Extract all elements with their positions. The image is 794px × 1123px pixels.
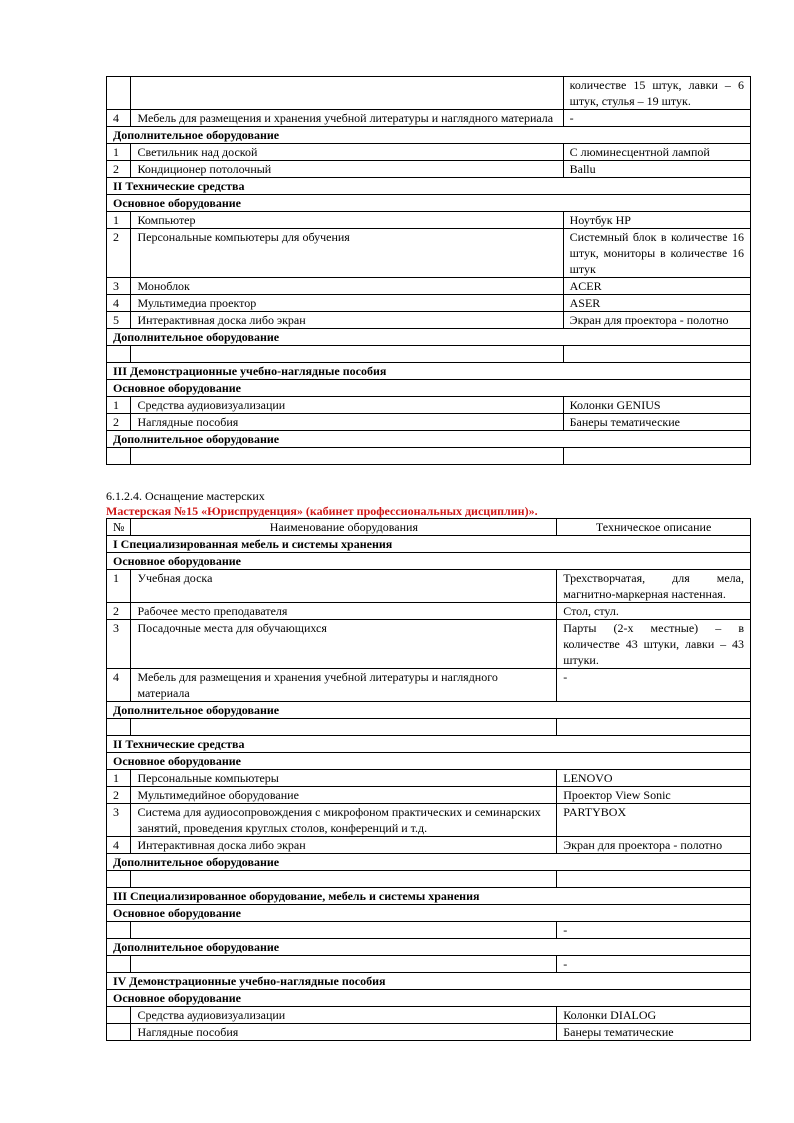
workshop-title: Мастерская №15 «Юриспруденция» (кабинет профессиональных дисциплин)». [106, 504, 538, 518]
equipment-name: Интерактивная доска либо экран [131, 312, 563, 329]
row-number: 1 [107, 770, 131, 787]
row-number [107, 448, 131, 465]
equipment-table-previous [106, 76, 751, 465]
table-row [107, 956, 751, 973]
technical-description [557, 719, 751, 736]
section-row [107, 363, 751, 380]
equipment-name: Мультимедийное оборудование [131, 787, 557, 804]
row-number: 4 [107, 295, 131, 312]
equipment-name [131, 448, 563, 465]
table-row [107, 278, 751, 295]
technical-description: ACER [563, 278, 750, 295]
row-number: 2 [107, 603, 131, 620]
section-row [107, 195, 751, 212]
table-row [107, 922, 751, 939]
section-row [107, 973, 751, 990]
section-label: IV Демонстрационные учебно-наглядные пособия [107, 973, 751, 990]
equipment-name: Наглядные пособия [131, 414, 563, 431]
equipment-name: Моноблок [131, 278, 563, 295]
row-number [107, 1007, 131, 1024]
equipment-name: Средства аудиовизуализации [131, 1007, 557, 1024]
table-row [107, 603, 751, 620]
section-row [107, 888, 751, 905]
equipment-name: Интерактивная доска либо экран [131, 837, 557, 854]
section-row [107, 127, 751, 144]
equipment-name: Кондиционер потолочный [131, 161, 563, 178]
equipment-name: Персональные компьютеры [131, 770, 557, 787]
section-label: Основное оборудование [107, 753, 751, 770]
row-number: 2 [107, 787, 131, 804]
technical-description: - [557, 669, 751, 702]
row-number: 3 [107, 804, 131, 837]
table-row [107, 229, 751, 278]
row-number: 1 [107, 144, 131, 161]
technical-description: Проектор View Sonic [557, 787, 751, 804]
section-row [107, 553, 751, 570]
row-number: 3 [107, 620, 131, 669]
table-row [107, 871, 751, 888]
equipment-name [131, 956, 557, 973]
header-desc: Техническое описание [557, 519, 751, 536]
table-row [107, 448, 751, 465]
row-number: 5 [107, 312, 131, 329]
workshop-equipment-table [106, 518, 751, 1041]
section-label: Дополнительное оборудование [107, 939, 751, 956]
section-label: Основное оборудование [107, 380, 751, 397]
technical-description: Банеры тематические [557, 1024, 751, 1041]
row-number: 2 [107, 414, 131, 431]
equipment-name [131, 922, 557, 939]
row-number: 4 [107, 837, 131, 854]
equipment-name: Светильник над доской [131, 144, 563, 161]
section-label: III Специализированное оборудование, мебель и системы хранения [107, 888, 751, 905]
equipment-name: Наглядные пособия [131, 1024, 557, 1041]
equipment-name: Мебель для размещения и хранения учебной литературы и наглядного материала [131, 110, 563, 127]
section-label: Основное оборудование [107, 905, 751, 922]
technical-description: PARTYBOX [557, 804, 751, 837]
technical-description: Колонки DIALOG [557, 1007, 751, 1024]
table-row [107, 312, 751, 329]
technical-description: Системный блок в количестве 16 штук, мониторы в количестве 16 штук [563, 229, 750, 278]
technical-description: Ноутбук HP [563, 212, 750, 229]
technical-description: LENOVO [557, 770, 751, 787]
row-number: 1 [107, 397, 131, 414]
section-heading: 6.1.2.4. Оснащение мастерских [106, 489, 265, 503]
table-row [107, 787, 751, 804]
equipment-name: Посадочные места для обучающихся [131, 620, 557, 669]
table-row [107, 669, 751, 702]
table-row [107, 770, 751, 787]
workshop-equipment-table-body [107, 536, 751, 1041]
table-row [107, 414, 751, 431]
technical-description: Ballu [563, 161, 750, 178]
table-row [107, 346, 751, 363]
technical-description: С люминесцентной лампой [563, 144, 750, 161]
table-row [107, 620, 751, 669]
table-row [107, 719, 751, 736]
technical-description: Экран для проектора - полотно [563, 312, 750, 329]
technical-description: количестве 15 штук, лавки – 6 штук, стулья – 19 штук. [563, 77, 750, 110]
table-header-row [107, 519, 751, 536]
technical-description [557, 871, 751, 888]
equipment-name: Компьютер [131, 212, 563, 229]
equipment-name: Средства аудиовизуализации [131, 397, 563, 414]
technical-description: Парты (2-х местные) – в количестве 43 штуки, лавки – 43 штуки. [557, 620, 751, 669]
table-row [107, 570, 751, 603]
section-row [107, 905, 751, 922]
section-row [107, 329, 751, 346]
section-label: Основное оборудование [107, 990, 751, 1007]
table-row [107, 110, 751, 127]
section-row [107, 753, 751, 770]
technical-description: - [557, 956, 751, 973]
equipment-name: Учебная доска [131, 570, 557, 603]
section-label: I Специализированная мебель и системы хранения [107, 536, 751, 553]
technical-description: - [557, 922, 751, 939]
row-number [107, 956, 131, 973]
table-row [107, 804, 751, 837]
row-number [107, 77, 131, 110]
section-row [107, 431, 751, 448]
row-number: 1 [107, 212, 131, 229]
row-number [107, 922, 131, 939]
section-label: Дополнительное оборудование [107, 127, 751, 144]
technical-description: Экран для проектора - полотно [557, 837, 751, 854]
equipment-table-previous-body [107, 77, 751, 465]
technical-description [563, 346, 750, 363]
section-row [107, 536, 751, 553]
table-row [107, 837, 751, 854]
section-label: II Технические средства [107, 736, 751, 753]
section-row [107, 736, 751, 753]
technical-description: Колонки GENIUS [563, 397, 750, 414]
equipment-name: Персональные компьютеры для обучения [131, 229, 563, 278]
section-row [107, 854, 751, 871]
section-label: Основное оборудование [107, 553, 751, 570]
section-label: Дополнительное оборудование [107, 431, 751, 448]
technical-description: - [563, 110, 750, 127]
section-label: II Технические средства [107, 178, 751, 195]
table-row [107, 212, 751, 229]
equipment-name [131, 346, 563, 363]
equipment-name: Система для аудиосопровождения с микрофоном практических и семинарских занятий, проведения круглых столов, конференций и т.д. [131, 804, 557, 837]
table-row [107, 77, 751, 110]
section-label: Дополнительное оборудование [107, 854, 751, 871]
row-number [107, 1024, 131, 1041]
technical-description: Стол, стул. [557, 603, 751, 620]
equipment-name: Мультимедиа проектор [131, 295, 563, 312]
row-number: 1 [107, 570, 131, 603]
table-row [107, 295, 751, 312]
table-row [107, 397, 751, 414]
technical-description: Банеры тематические [563, 414, 750, 431]
equipment-name [131, 719, 557, 736]
section-row [107, 380, 751, 397]
equipment-name: Рабочее место преподавателя [131, 603, 557, 620]
row-number [107, 346, 131, 363]
section-label: Основное оборудование [107, 195, 751, 212]
header-name: Наименование оборудования [131, 519, 557, 536]
row-number [107, 871, 131, 888]
row-number [107, 719, 131, 736]
section-row [107, 178, 751, 195]
row-number: 2 [107, 161, 131, 178]
row-number: 4 [107, 110, 131, 127]
technical-description: ASER [563, 295, 750, 312]
technical-description [563, 448, 750, 465]
section-label: Дополнительное оборудование [107, 702, 751, 719]
table-row [107, 1024, 751, 1041]
equipment-name [131, 871, 557, 888]
section-row [107, 939, 751, 956]
section-row [107, 990, 751, 1007]
section-label: III Демонстрационные учебно-наглядные пособия [107, 363, 751, 380]
table-row [107, 161, 751, 178]
equipment-name [131, 77, 563, 110]
section-row [107, 702, 751, 719]
header-num: № [107, 519, 131, 536]
table-row [107, 1007, 751, 1024]
technical-description: Трехстворчатая, для мела, магнитно-маркерная настенная. [557, 570, 751, 603]
row-number: 3 [107, 278, 131, 295]
row-number: 2 [107, 229, 131, 278]
row-number: 4 [107, 669, 131, 702]
table-row [107, 144, 751, 161]
equipment-name: Мебель для размещения и хранения учебной литературы и наглядного материала [131, 669, 557, 702]
section-label: Дополнительное оборудование [107, 329, 751, 346]
